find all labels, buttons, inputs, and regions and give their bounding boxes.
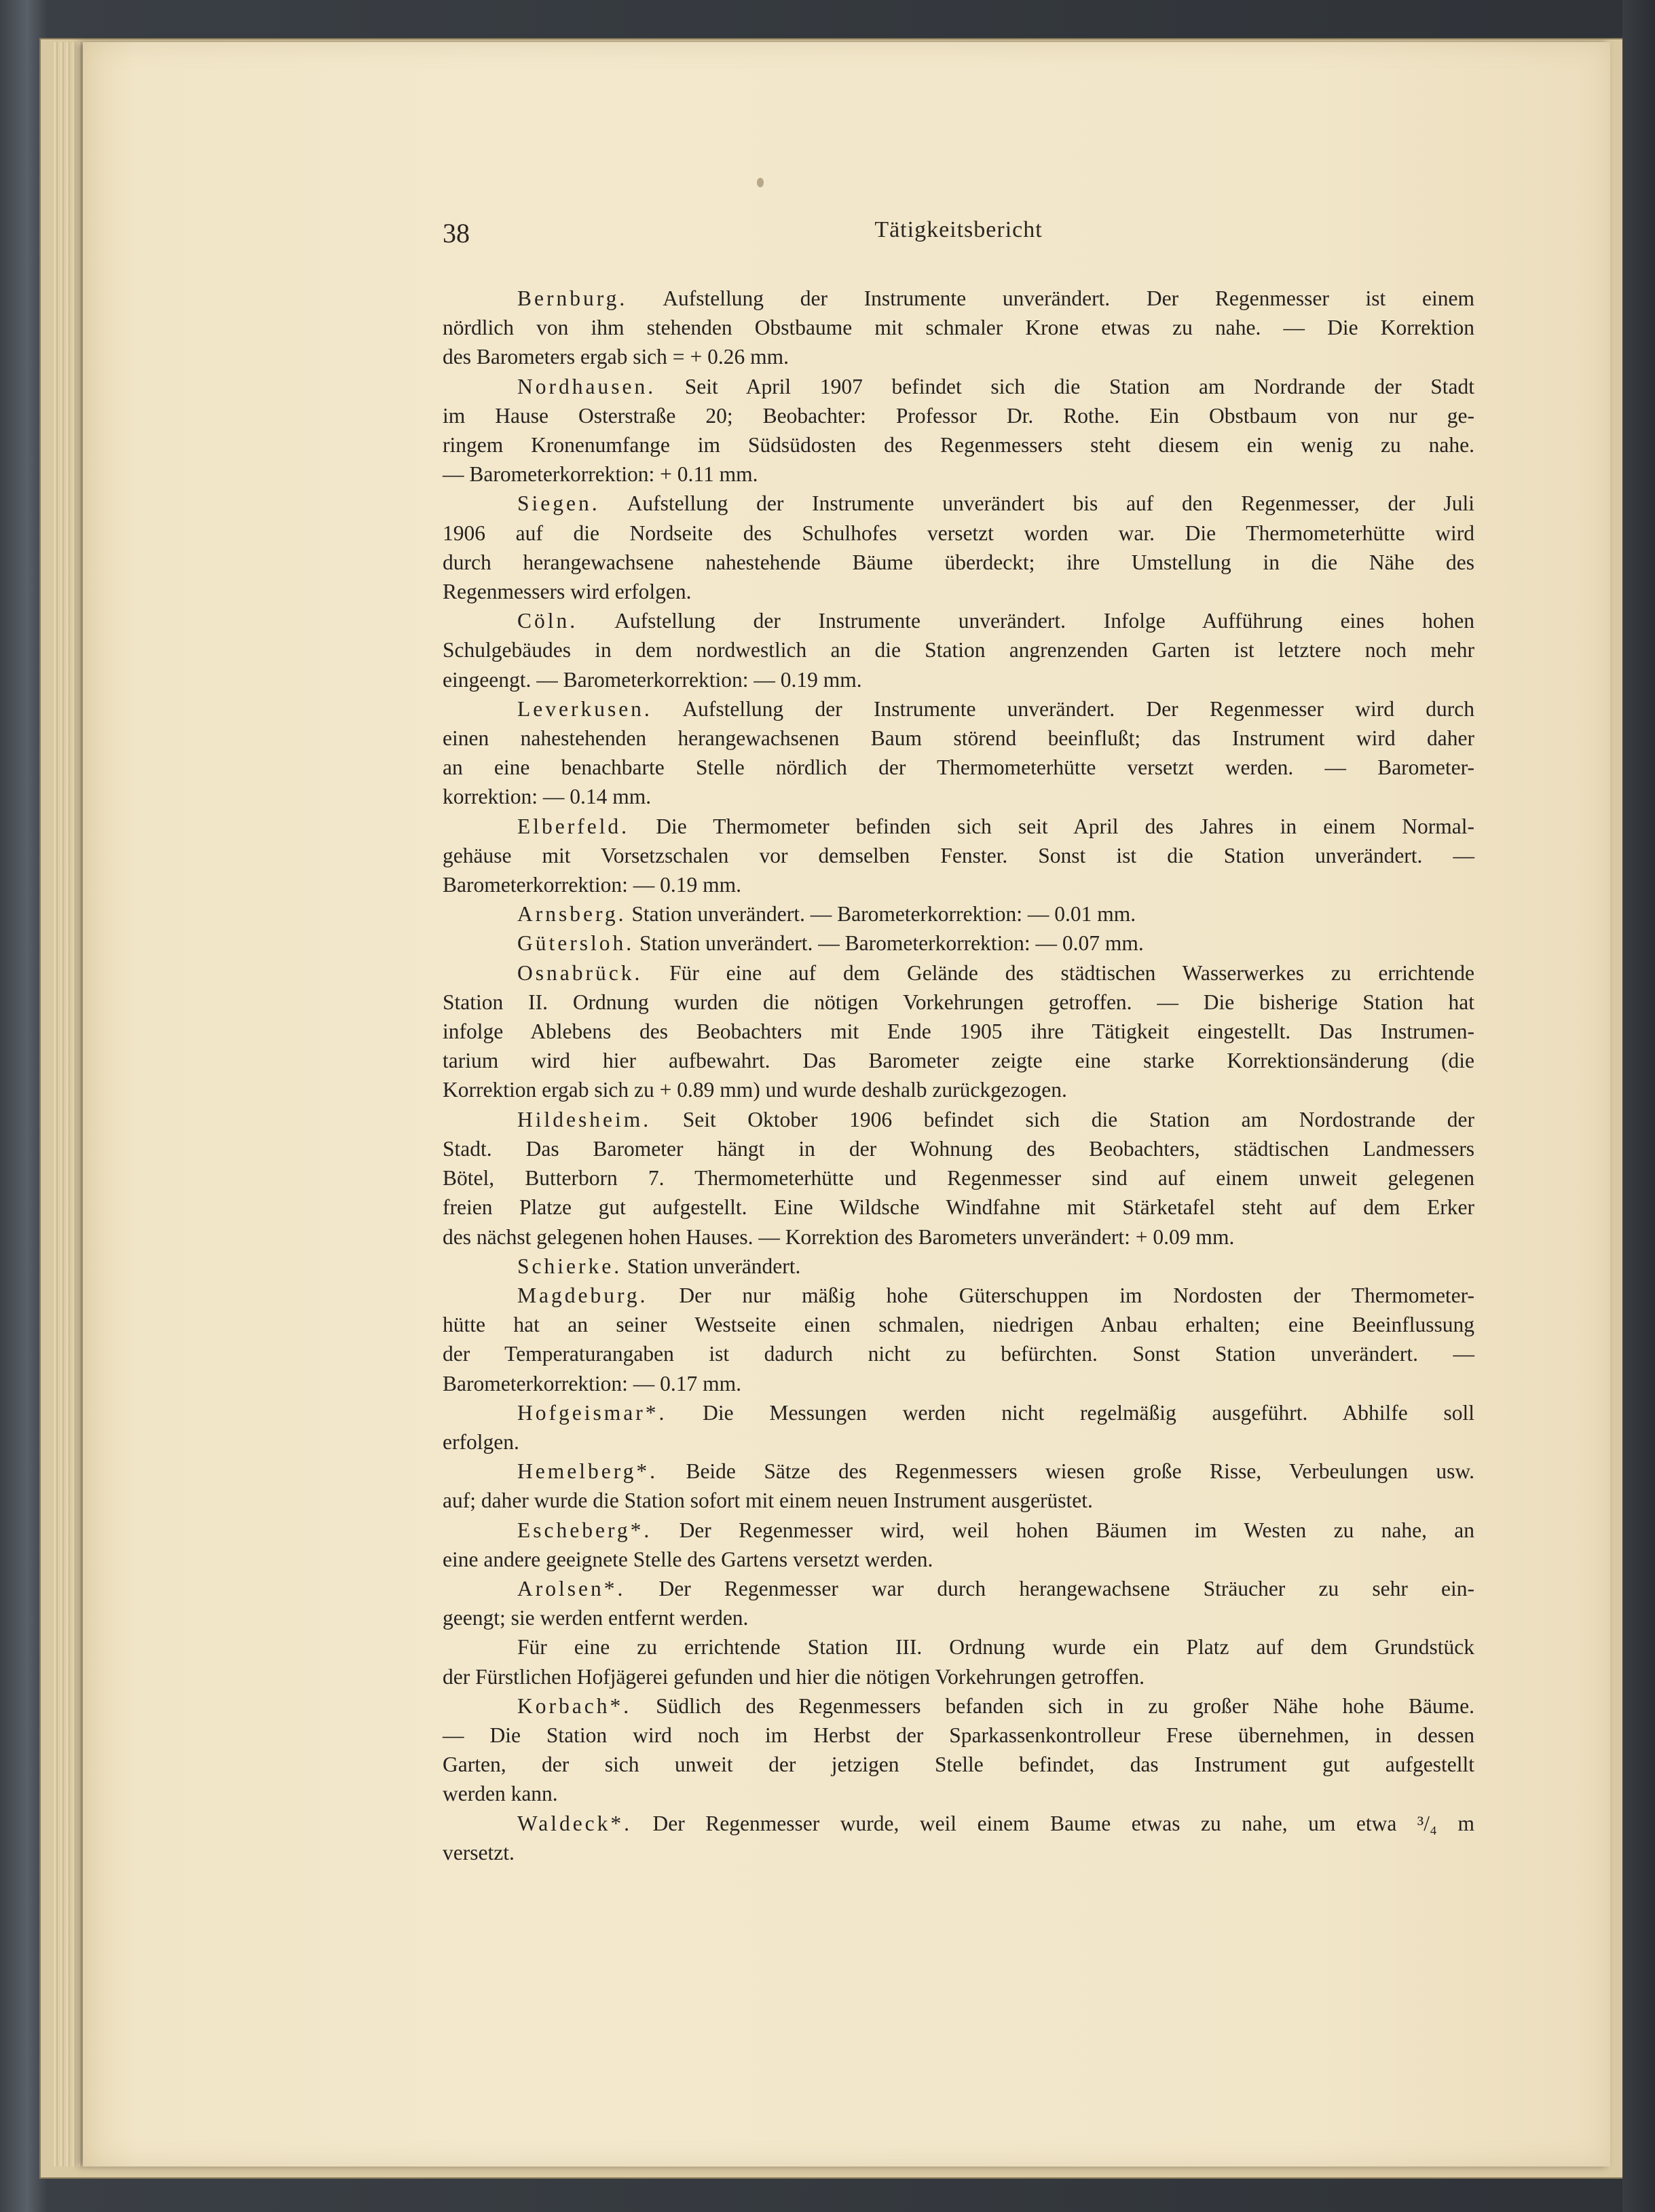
line-text: an eine benachbarte Stelle nördlich der Thermometerhütte versetzt werden. — Barometer- (443, 755, 1474, 780)
paragraph (443, 606, 1474, 694)
line-text: Der nur mäßig hohe Güterschuppen im Nordosten der Thermometer- (679, 1283, 1475, 1307)
paragraph (443, 1457, 1474, 1515)
line-text: Station unverändert. — Barometerkorrektion: — 0.07 mm. (639, 931, 1144, 956)
line-text: Korrektion ergab sich zu + 0.89 mm) und wurde deshalb zurückgezogen. (443, 1078, 1067, 1102)
text-line (443, 1398, 1474, 1427)
text-line (443, 1310, 1474, 1339)
paragraph (443, 1574, 1474, 1632)
text-line (443, 519, 1474, 548)
station-name: Leverkusen. (517, 696, 652, 721)
line-text: des Barometers ergab sich = + 0.26 mm. (443, 345, 789, 369)
station-name: Hildesheim. (517, 1107, 652, 1131)
text-line (443, 1545, 1474, 1574)
text-line (443, 665, 1474, 694)
line-text: durch herangewachsene nahestehende Bäume überdeckt; ihre Umstellung in die Nähe des (443, 550, 1474, 574)
station-name: Escheberg*. (517, 1518, 652, 1542)
line-text: Aufstellung der Instrumente unverändert bis auf den Regenmesser, der Juli (627, 491, 1474, 516)
paragraph (443, 1632, 1474, 1691)
text-line (443, 430, 1474, 460)
text-line (443, 1339, 1474, 1368)
text-line (443, 1046, 1474, 1075)
paragraph (443, 1281, 1474, 1398)
text-line (443, 753, 1474, 782)
line-text: Der Regenmesser wird, weil hohen Bäumen im Westen zu nahe, an (679, 1518, 1474, 1542)
line-text: ringem Kronenumfange im Südsüdosten des Regenmessers steht diesem ein wenig zu nahe. (443, 433, 1474, 457)
text-line (443, 1369, 1474, 1398)
line-text: korrektion: — 0.14 mm. (443, 785, 652, 809)
text-line (443, 1134, 1474, 1163)
paragraph (443, 1691, 1474, 1809)
text-line (443, 635, 1474, 664)
line-text: Seit Oktober 1906 befindet sich die Station am Nordostrande der (682, 1107, 1474, 1131)
line-text: Die Thermometer befinden sich seit April des Jahres in einem Normal- (656, 814, 1475, 838)
station-name: Schierke. (517, 1254, 622, 1278)
text-line (443, 1281, 1474, 1310)
text-line (443, 1721, 1474, 1750)
line-text: gehäuse mit Vorsetzschalen vor demselben Fenster. Sonst ist die Station unverändert. — (443, 843, 1474, 867)
text-line (443, 1017, 1474, 1046)
line-text: erfolgen. (443, 1429, 519, 1454)
line-text: Barometerkorrektion: — 0.19 mm. (443, 873, 742, 897)
line-text: Die Messungen werden nicht regelmäßig ausgeführt. Abhilfe soll (703, 1400, 1474, 1425)
line-text: hütte hat an seiner Westseite einen schmalen, niedrigen Anbau erhalten; eine Beeinflussung (443, 1313, 1474, 1337)
text-line (443, 929, 1474, 958)
paragraph (443, 372, 1474, 489)
text-line (443, 548, 1474, 577)
line-text: 1906 auf die Nordseite des Schulhofes versetzt worden war. Die Thermometerhütte wird (443, 521, 1474, 545)
line-text: Aufstellung der Instrumente unverändert. Infolge Aufführung eines hohen (614, 609, 1474, 633)
text-line (443, 724, 1474, 753)
paragraph (443, 1516, 1474, 1574)
paragraph (443, 1809, 1474, 1867)
line-text: eingeengt. — Barometerkorrektion: — 0.19 mm. (443, 667, 862, 692)
station-name: Magdeburg. (517, 1283, 648, 1307)
text-line (443, 577, 1474, 606)
line-text: — Barometerkorrektion: + 0.11 mm. (443, 462, 758, 487)
station-name: Waldeck*. (517, 1811, 633, 1835)
line-text: einen nahestehenden herangewachsenen Baum störend beeinflußt; das Instrument wird daher (443, 726, 1474, 751)
text-line (443, 401, 1474, 430)
text-line (443, 1075, 1474, 1104)
text-line (443, 1662, 1474, 1691)
line-text: Regenmessers wird erfolgen. (443, 580, 692, 604)
text-line (443, 1193, 1474, 1222)
station-name: Arolsen*. (517, 1576, 626, 1600)
text-line (443, 841, 1474, 870)
paragraph (443, 929, 1474, 958)
line-text: versetzt. (443, 1840, 515, 1864)
text-line (443, 899, 1474, 929)
text-line (443, 1486, 1474, 1515)
scan-background-right (1622, 0, 1655, 2212)
line-text: tarium wird hier aufbewahrt. Das Barometer zeigte eine starke Korrektionsänderung (die (443, 1049, 1474, 1073)
line-text: Station unverändert. (627, 1254, 801, 1278)
line-text: Seit April 1907 befindet sich die Station am Nordrande der Stadt (684, 374, 1475, 398)
text-line (443, 1163, 1474, 1193)
text-line (443, 606, 1474, 635)
station-name: Elberfeld. (517, 814, 630, 838)
text-line (443, 284, 1474, 313)
text-line (443, 694, 1474, 724)
text-line (443, 1222, 1474, 1252)
text-line (443, 1457, 1474, 1486)
paragraph (443, 284, 1474, 372)
paragraph (443, 1105, 1474, 1252)
line-text: Bötel, Butterborn 7. Thermometerhütte und Regenmesser sind auf einem unweit gelegenen (443, 1166, 1474, 1191)
station-name: Cöln. (517, 609, 578, 633)
line-text: des nächst gelegenen hohen Hauses. — Korrektion des Barometers unverändert: + 0.09 mm. (443, 1224, 1235, 1249)
line-text: der Temperaturangaben ist dadurch nicht zu befürchten. Sonst Station unverändert. — (443, 1342, 1474, 1366)
line-text: der Fürstlichen Hofjägerei gefunden und hier die nötigen Vorkehrungen getroffen. (443, 1664, 1145, 1689)
line-text: Garten, der sich unweit der jetzigen Stelle befindet, das Instrument gut aufgestellt (443, 1752, 1474, 1777)
text-line (443, 1691, 1474, 1721)
line-text: Für eine zu errichtende Station III. Ordnung wurde ein Platz auf dem Grundstück (517, 1635, 1474, 1660)
line-text: Der Regenmesser war durch herangewachsene Sträucher zu sehr ein- (658, 1576, 1474, 1600)
station-name: Hofgeismar*. (517, 1400, 667, 1425)
paragraph (443, 1252, 1474, 1281)
text-line (443, 1574, 1474, 1603)
line-text: werden kann. (443, 1782, 558, 1806)
line-text: Aufstellung der Instrumente unverändert. Der Regenmesser ist einem (663, 286, 1474, 310)
text-line (443, 313, 1474, 342)
line-text: Der Regenmesser wurde, weil einem Baume etwas zu nahe, um etwa ³/₄ m (652, 1811, 1474, 1835)
paragraph (443, 1398, 1474, 1457)
text-line (443, 372, 1474, 401)
running-title: Tätigkeitsbericht (874, 217, 1043, 242)
line-text: nördlich von ihm stehenden Obstbaume mit schmaler Krone etwas zu nahe. — Die Korrektion (443, 316, 1474, 340)
text-line (443, 988, 1474, 1017)
text-line (443, 1838, 1474, 1867)
page-header (443, 217, 1474, 258)
station-name: Korbach*. (517, 1693, 632, 1718)
paragraph (443, 489, 1474, 606)
line-text: Schulgebäudes in dem nordwestlich an die Station angrenzenden Garten ist letztere noch mehr (443, 638, 1474, 662)
text-line (443, 812, 1474, 841)
line-text: eine andere geeignete Stelle des Gartens versetzt werden. (443, 1547, 933, 1571)
line-text: geengt; sie werden entfernt werden. (443, 1606, 749, 1630)
text-line (443, 1632, 1474, 1662)
page-number: 38 (443, 218, 470, 248)
paragraph (443, 958, 1474, 1105)
line-text: Barometerkorrektion: — 0.17 mm. (443, 1371, 742, 1395)
text-line (443, 1105, 1474, 1134)
station-name: Hemelberg*. (517, 1459, 658, 1484)
text-line (443, 1750, 1474, 1779)
text-line (443, 958, 1474, 988)
line-text: im Hause Osterstraße 20; Beobachter: Professor Dr. Rothe. Ein Obstbaum von nur ge- (443, 403, 1474, 428)
station-name: Siegen. (517, 491, 600, 516)
line-text: Für eine auf dem Gelände des städtischen Wasserwerkes zu errichtende (669, 960, 1474, 985)
text-line (443, 1809, 1474, 1838)
text-line (443, 1252, 1474, 1281)
station-name: Nordhausen. (517, 374, 656, 398)
line-text: Südlich des Regenmessers befanden sich in zu großer Nähe hohe Bäume. (656, 1693, 1475, 1718)
text-line (443, 1516, 1474, 1545)
station-name: Arnsberg. (517, 902, 627, 926)
paper-speck (757, 178, 764, 187)
text-line (443, 1779, 1474, 1808)
text-line (443, 1427, 1474, 1457)
line-text: auf; daher wurde die Station sofort mit einem neuen Instrument ausgerüstet. (443, 1488, 1093, 1513)
line-text: freien Platze gut aufgestellt. Eine Wildsche Windfahne mit Stärketafel steht auf dem Erker (443, 1195, 1474, 1220)
text-line (443, 489, 1474, 518)
text-line (443, 782, 1474, 811)
station-name: Gütersloh. (517, 931, 635, 956)
text-line (443, 1603, 1474, 1632)
line-text: infolge Ablebens des Beobachters mit Ende 1905 ihre Tätigkeit eingestellt. Das Instrumen- (443, 1019, 1474, 1044)
paragraph (443, 694, 1474, 812)
station-name: Bernburg. (517, 286, 628, 310)
line-text: Station II. Ordnung wurden die nötigen Vorkehrungen getroffen. — Die bisherige Station hat (443, 990, 1474, 1014)
line-text: Station unverändert. — Barometerkorrektion: — 0.01 mm. (631, 902, 1136, 926)
text-line (443, 870, 1474, 899)
line-text: Beide Sätze des Regenmessers wiesen große Risse, Verbeulungen usw. (686, 1459, 1475, 1484)
text-line (443, 460, 1474, 489)
line-text: — Die Station wird noch im Herbst der Sparkassenkontrolleur Frese übernehmen, in dessen (443, 1723, 1474, 1747)
line-text: Aufstellung der Instrumente unverändert. Der Regenmesser wird durch (682, 696, 1474, 721)
paragraph (443, 812, 1474, 900)
page-gutter-edges (53, 42, 83, 2167)
line-text: Stadt. Das Barometer hängt in der Wohnung des Beobachters, städtischen Landmessers (443, 1136, 1474, 1161)
station-name: Osnabrück. (517, 960, 643, 985)
text-line (443, 342, 1474, 371)
paragraph (443, 899, 1474, 929)
body-text (443, 284, 1474, 1867)
